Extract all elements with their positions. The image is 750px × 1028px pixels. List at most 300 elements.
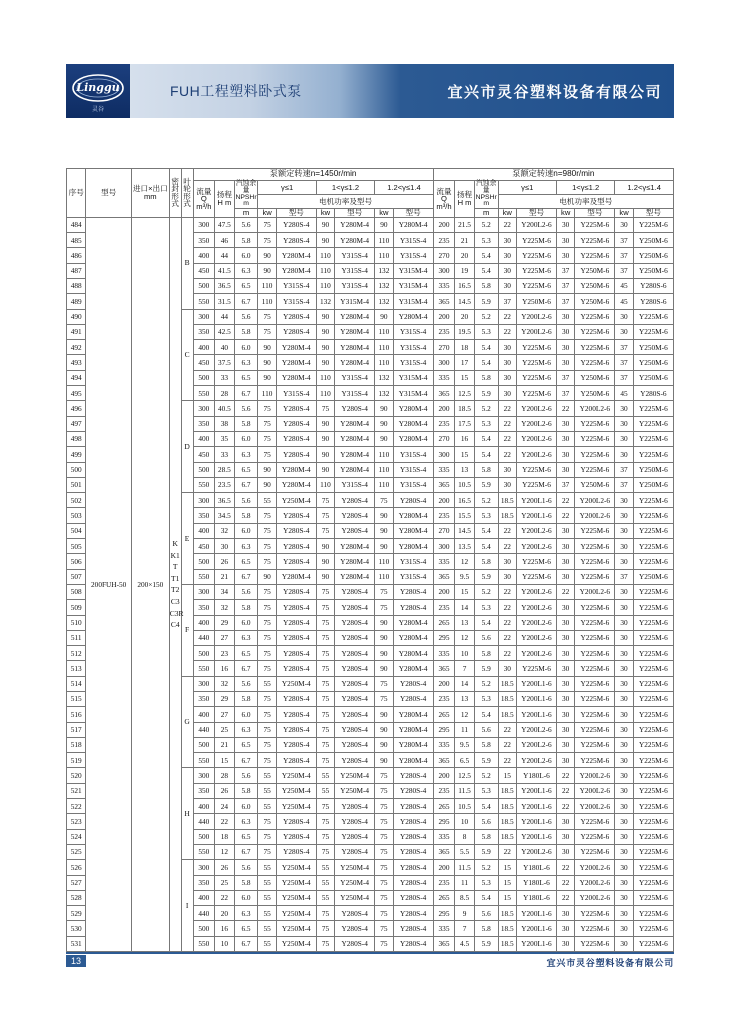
npsh-1450: 5.8 — [234, 508, 258, 523]
motor-g3-980: Y225M-6 — [633, 554, 673, 569]
head-980: 11.5 — [455, 860, 474, 875]
motor-g1-980: Y225M-6 — [516, 233, 556, 248]
kw-g3-1450: 90 — [375, 431, 393, 446]
kw-g1-1450: 55 — [258, 768, 276, 783]
kw-g3-1450: 110 — [375, 233, 393, 248]
motor-g3-1450: Y315M-4 — [393, 370, 433, 385]
company-name-footer: 宜兴市灵谷塑料设备有限公司 — [546, 958, 674, 968]
motor-g2-1450: Y315S-4 — [335, 370, 375, 385]
flow-1450: 300 — [193, 860, 215, 875]
kw-g3-980: 37 — [615, 477, 633, 492]
motor-g3-980: Y225M-6 — [633, 722, 673, 737]
flow-980: 335 — [433, 737, 455, 752]
motor-g1-980: Y200L2-6 — [516, 324, 556, 339]
row-seq: 498 — [67, 431, 86, 446]
motor-g3-980: Y225M-6 — [633, 661, 673, 676]
motor-g2-980: Y200L2-6 — [575, 768, 615, 783]
flow-980: 300 — [433, 539, 455, 554]
flow-980: 265 — [433, 707, 455, 722]
kw-g3-980: 30 — [615, 600, 633, 615]
kw-g3-980: 30 — [615, 615, 633, 630]
head-1450: 21 — [215, 569, 234, 584]
motor-g3-980: Y225M-6 — [633, 768, 673, 783]
kw-g3-980: 30 — [615, 783, 633, 798]
motor-g3-980: Y225M-6 — [633, 707, 673, 722]
motor-g1-1450: Y250M-4 — [276, 799, 316, 814]
motor-g3-980: Y225M-6 — [633, 906, 673, 921]
flow-1450: 500 — [193, 554, 215, 569]
kw-g3-980: 45 — [615, 386, 633, 401]
motor-g1-980: Y200L2-6 — [516, 600, 556, 615]
kw-g2-980: 30 — [556, 936, 574, 951]
kw-g2-980: 30 — [556, 844, 574, 859]
motor-g1-980: Y200L2-6 — [516, 523, 556, 538]
motor-g3-980: Y225M-6 — [633, 493, 673, 508]
kw-g3-1450: 90 — [375, 661, 393, 676]
impeller-cell: G — [181, 676, 193, 768]
motor-g3-1450: Y280S-4 — [393, 493, 433, 508]
kw-g1-1450: 75 — [258, 401, 276, 416]
npsh-980: 5.8 — [474, 278, 498, 293]
kw-g2-1450: 75 — [316, 829, 334, 844]
motor-g1-980: Y200L1-6 — [516, 906, 556, 921]
head-980: 7 — [455, 921, 474, 936]
kw-g1-1450: 55 — [258, 676, 276, 691]
motor-g1-1450: Y280S-4 — [276, 707, 316, 722]
head-980: 13 — [455, 615, 474, 630]
motor-g1-980: Y200L2-6 — [516, 309, 556, 324]
head-1450: 41.5 — [215, 263, 234, 278]
motor-g2-980: Y250M-6 — [575, 477, 615, 492]
head-980: 6.5 — [455, 753, 474, 768]
motor-g1-1450: Y250M-4 — [276, 875, 316, 890]
kw-g3-1450: 90 — [375, 753, 393, 768]
kw-g1-1450: 90 — [258, 569, 276, 584]
head-1450: 27 — [215, 707, 234, 722]
flow-980: 235 — [433, 416, 455, 431]
row-seq: 523 — [67, 814, 86, 829]
motor-g1-1450: Y280S-4 — [276, 431, 316, 446]
flow-980: 335 — [433, 921, 455, 936]
head-980: 18.5 — [455, 401, 474, 416]
head-1450: 25 — [215, 875, 234, 890]
head-1450: 29 — [215, 691, 234, 706]
head-1450: 32 — [215, 600, 234, 615]
header-type-1450: 型号 — [335, 209, 375, 218]
motor-g1-980: Y200L1-6 — [516, 829, 556, 844]
flow-980: 365 — [433, 294, 455, 309]
head-980: 11 — [455, 875, 474, 890]
kw-g3-1450: 75 — [375, 783, 393, 798]
motor-g3-1450: Y280S-4 — [393, 860, 433, 875]
header-g1-980: γ≤1 — [498, 181, 556, 195]
npsh-980: 5.8 — [474, 921, 498, 936]
page-number: 13 — [66, 955, 86, 967]
npsh-980: 5.9 — [474, 294, 498, 309]
motor-g3-1450: Y280M-4 — [393, 431, 433, 446]
kw-g1-1450: 75 — [258, 814, 276, 829]
head-1450: 16 — [215, 661, 234, 676]
kw-g1-1450: 75 — [258, 431, 276, 446]
motor-g3-1450: Y280M-4 — [393, 630, 433, 645]
kw-g1-980: 18.5 — [498, 676, 516, 691]
flow-980: 295 — [433, 630, 455, 645]
npsh-1450: 6.0 — [234, 707, 258, 722]
head-980: 15 — [455, 584, 474, 599]
kw-g3-980: 37 — [615, 462, 633, 477]
kw-g2-980: 30 — [556, 906, 574, 921]
npsh-980: 5.4 — [474, 707, 498, 722]
kw-g3-1450: 110 — [375, 569, 393, 584]
motor-g3-980: Y280S-6 — [633, 278, 673, 293]
kw-g3-1450: 110 — [375, 355, 393, 370]
kw-g3-980: 30 — [615, 722, 633, 737]
motor-g2-980: Y225M-6 — [575, 844, 615, 859]
npsh-980: 5.2 — [474, 217, 498, 232]
motor-g1-980: Y225M-6 — [516, 661, 556, 676]
motor-g3-980: Y225M-6 — [633, 630, 673, 645]
npsh-1450: 5.6 — [234, 401, 258, 416]
kw-g2-1450: 90 — [316, 431, 334, 446]
flow-1450: 400 — [193, 615, 215, 630]
header-seq: 序号 — [67, 169, 86, 218]
flow-980: 295 — [433, 722, 455, 737]
flow-980: 200 — [433, 768, 455, 783]
motor-g3-1450: Y280S-4 — [393, 768, 433, 783]
flow-1450: 500 — [193, 646, 215, 661]
head-980: 16.5 — [455, 493, 474, 508]
kw-g1-980: 30 — [498, 278, 516, 293]
row-seq: 497 — [67, 416, 86, 431]
kw-g2-1450: 75 — [316, 493, 334, 508]
motor-g1-1450: Y280S-4 — [276, 523, 316, 538]
npsh-1450: 6.5 — [234, 829, 258, 844]
kw-g1-980: 22 — [498, 523, 516, 538]
npsh-980: 5.6 — [474, 722, 498, 737]
kw-g2-1450: 75 — [316, 584, 334, 599]
flow-980: 235 — [433, 783, 455, 798]
head-1450: 46 — [215, 233, 234, 248]
kw-g1-1450: 75 — [258, 844, 276, 859]
motor-g3-1450: Y315S-4 — [393, 462, 433, 477]
motor-g3-980: Y225M-6 — [633, 799, 673, 814]
header-head-1450: 扬程H m — [215, 181, 234, 218]
npsh-1450: 6.0 — [234, 890, 258, 905]
kw-g1-1450: 75 — [258, 691, 276, 706]
kw-g1-980: 18.5 — [498, 508, 516, 523]
motor-g2-980: Y225M-6 — [575, 600, 615, 615]
npsh-1450: 5.8 — [234, 691, 258, 706]
npsh-1450: 5.6 — [234, 860, 258, 875]
npsh-980: 5.4 — [474, 799, 498, 814]
motor-g3-980: Y280S-6 — [633, 386, 673, 401]
head-980: 9.5 — [455, 569, 474, 584]
motor-g3-1450: Y280S-4 — [393, 890, 433, 905]
kw-g3-980: 30 — [615, 523, 633, 538]
kw-g2-980: 30 — [556, 340, 574, 355]
motor-g1-980: Y225M-6 — [516, 355, 556, 370]
motor-g1-1450: Y280S-4 — [276, 447, 316, 462]
motor-g1-980: Y200L2-6 — [516, 584, 556, 599]
motor-g3-1450: Y280M-4 — [393, 217, 433, 232]
kw-g3-1450: 90 — [375, 523, 393, 538]
kw-g1-980: 15 — [498, 860, 516, 875]
head-1450: 10 — [215, 936, 234, 951]
flow-980: 365 — [433, 844, 455, 859]
head-980: 14.5 — [455, 294, 474, 309]
head-980: 4.5 — [455, 936, 474, 951]
kw-g3-980: 30 — [615, 324, 633, 339]
kw-g2-980: 30 — [556, 248, 574, 263]
kw-g3-1450: 90 — [375, 615, 393, 630]
motor-g3-980: Y225M-6 — [633, 447, 673, 462]
npsh-1450: 6.7 — [234, 569, 258, 584]
kw-g1-980: 22 — [498, 600, 516, 615]
motor-g2-1450: Y250M-4 — [335, 768, 375, 783]
motor-g1-980: Y225M-6 — [516, 477, 556, 492]
header-motor-1450: 电机功率及型号 — [258, 195, 433, 209]
motor-g1-1450: Y280S-4 — [276, 844, 316, 859]
flow-1450: 500 — [193, 829, 215, 844]
kw-g1-980: 22 — [498, 217, 516, 232]
row-seq: 517 — [67, 722, 86, 737]
motor-g2-980: Y200L2-6 — [575, 875, 615, 890]
flow-1450: 440 — [193, 906, 215, 921]
motor-g2-980: Y225M-6 — [575, 829, 615, 844]
kw-g3-1450: 75 — [375, 584, 393, 599]
npsh-1450: 6.3 — [234, 906, 258, 921]
head-980: 18 — [455, 340, 474, 355]
motor-g1-1450: Y280S-4 — [276, 401, 316, 416]
row-seq: 516 — [67, 707, 86, 722]
kw-g3-980: 30 — [615, 799, 633, 814]
motor-g2-980: Y225M-6 — [575, 539, 615, 554]
motor-g1-980: Y200L1-6 — [516, 921, 556, 936]
motor-g2-980: Y225M-6 — [575, 447, 615, 462]
flow-1450: 300 — [193, 217, 215, 232]
motor-g2-1450: Y280S-4 — [335, 799, 375, 814]
motor-g2-980: Y225M-6 — [575, 340, 615, 355]
header-g3-980: 1.2<γ≤1.4 — [615, 181, 674, 195]
row-seq: 491 — [67, 324, 86, 339]
motor-g2-980: Y200L2-6 — [575, 783, 615, 798]
motor-g3-1450: Y280S-4 — [393, 844, 433, 859]
motor-g3-1450: Y280M-4 — [393, 523, 433, 538]
motor-g3-1450: Y280M-4 — [393, 661, 433, 676]
npsh-980: 5.9 — [474, 386, 498, 401]
kw-g3-980: 30 — [615, 584, 633, 599]
flow-980: 295 — [433, 814, 455, 829]
head-1450: 23 — [215, 646, 234, 661]
kw-g2-1450: 90 — [316, 416, 334, 431]
kw-g1-1450: 110 — [258, 386, 276, 401]
flow-1450: 400 — [193, 707, 215, 722]
npsh-1450: 6.0 — [234, 799, 258, 814]
kw-g2-980: 30 — [556, 233, 574, 248]
kw-g3-980: 37 — [615, 569, 633, 584]
flow-980: 295 — [433, 906, 455, 921]
motor-g2-1450: Y280S-4 — [335, 737, 375, 752]
motor-g1-980: Y225M-6 — [516, 370, 556, 385]
npsh-1450: 5.8 — [234, 600, 258, 615]
flow-980: 235 — [433, 691, 455, 706]
head-980: 9.5 — [455, 737, 474, 752]
kw-g2-980: 22 — [556, 799, 574, 814]
kw-g2-980: 30 — [556, 523, 574, 538]
kw-g3-1450: 110 — [375, 554, 393, 569]
motor-g2-980: Y225M-6 — [575, 233, 615, 248]
kw-g2-1450: 90 — [316, 569, 334, 584]
head-1450: 18 — [215, 829, 234, 844]
npsh-980: 5.3 — [474, 600, 498, 615]
flow-980: 365 — [433, 569, 455, 584]
row-seq: 512 — [67, 646, 86, 661]
flow-1450: 350 — [193, 691, 215, 706]
npsh-1450: 6.3 — [234, 355, 258, 370]
kw-g3-980: 30 — [615, 737, 633, 752]
npsh-980: 5.4 — [474, 615, 498, 630]
motor-g1-1450: Y280S-4 — [276, 539, 316, 554]
kw-g2-1450: 75 — [316, 799, 334, 814]
kw-g1-1450: 90 — [258, 462, 276, 477]
motor-g2-1450: Y280S-4 — [335, 630, 375, 645]
kw-g3-980: 37 — [615, 233, 633, 248]
motor-g2-1450: Y280S-4 — [335, 661, 375, 676]
npsh-980: 5.4 — [474, 340, 498, 355]
kw-g3-980: 30 — [615, 691, 633, 706]
kw-g1-980: 30 — [498, 569, 516, 584]
kw-g2-1450: 90 — [316, 355, 334, 370]
kw-g3-1450: 75 — [375, 890, 393, 905]
motor-g3-980: Y225M-6 — [633, 783, 673, 798]
flow-1450: 500 — [193, 278, 215, 293]
motor-g3-1450: Y280S-4 — [393, 676, 433, 691]
motor-g2-980: Y250M-6 — [575, 370, 615, 385]
head-1450: 38 — [215, 416, 234, 431]
kw-g1-1450: 90 — [258, 370, 276, 385]
motor-g2-1450: Y280S-4 — [335, 615, 375, 630]
npsh-980: 5.9 — [474, 477, 498, 492]
header-g2-1450: 1<γ≤1.2 — [316, 181, 374, 195]
kw-g1-1450: 75 — [258, 554, 276, 569]
motor-g1-980: Y200L2-6 — [516, 737, 556, 752]
kw-g3-980: 30 — [615, 844, 633, 859]
kw-g3-1450: 132 — [375, 370, 393, 385]
motor-g3-980: Y225M-6 — [633, 401, 673, 416]
kw-g1-1450: 55 — [258, 936, 276, 951]
npsh-1450: 6.7 — [234, 294, 258, 309]
flow-980: 235 — [433, 233, 455, 248]
npsh-980: 5.4 — [474, 248, 498, 263]
header-flow-1450: 流量Q m³/h — [193, 181, 215, 218]
motor-g2-980: Y200L2-6 — [575, 860, 615, 875]
impeller-cell: B — [181, 217, 193, 309]
motor-g2-1450: Y280M-4 — [335, 554, 375, 569]
flow-980: 335 — [433, 554, 455, 569]
kw-g2-1450: 75 — [316, 722, 334, 737]
npsh-1450: 5.6 — [234, 584, 258, 599]
motor-g3-980: Y250M-6 — [633, 340, 673, 355]
flow-980: 300 — [433, 263, 455, 278]
motor-g1-980: Y200L1-6 — [516, 936, 556, 951]
motor-g2-980: Y225M-6 — [575, 722, 615, 737]
motor-g2-980: Y250M-6 — [575, 263, 615, 278]
kw-g2-980: 30 — [556, 615, 574, 630]
head-980: 14.5 — [455, 523, 474, 538]
motor-g2-1450: Y280M-4 — [335, 355, 375, 370]
kw-g3-980: 30 — [615, 554, 633, 569]
kw-g3-980: 30 — [615, 646, 633, 661]
seal-type: K1 — [170, 550, 180, 560]
flow-980: 200 — [433, 860, 455, 875]
kw-g3-980: 30 — [615, 860, 633, 875]
kw-g1-1450: 55 — [258, 906, 276, 921]
kw-g1-980: 22 — [498, 324, 516, 339]
kw-g2-980: 30 — [556, 646, 574, 661]
kw-g2-980: 37 — [556, 370, 574, 385]
kw-g3-1450: 132 — [375, 294, 393, 309]
kw-g1-980: 22 — [498, 844, 516, 859]
head-1450: 34 — [215, 584, 234, 599]
motor-g1-1450: Y250M-4 — [276, 493, 316, 508]
motor-g3-980: Y225M-6 — [633, 737, 673, 752]
motor-g1-1450: Y280S-4 — [276, 814, 316, 829]
motor-g3-1450: Y280S-4 — [393, 584, 433, 599]
kw-g3-1450: 132 — [375, 386, 393, 401]
kw-g1-980: 30 — [498, 248, 516, 263]
motor-g3-1450: Y280M-4 — [393, 416, 433, 431]
motor-g3-1450: Y315S-4 — [393, 477, 433, 492]
flow-1450: 350 — [193, 600, 215, 615]
head-980: 21 — [455, 233, 474, 248]
motor-g1-1450: Y280M-4 — [276, 370, 316, 385]
motor-g3-980: Y250M-6 — [633, 355, 673, 370]
row-seq: 490 — [67, 309, 86, 324]
motor-g2-1450: Y280M-4 — [335, 539, 375, 554]
head-1450: 24 — [215, 799, 234, 814]
kw-g2-980: 37 — [556, 278, 574, 293]
npsh-980: 5.6 — [474, 906, 498, 921]
kw-g2-980: 30 — [556, 447, 574, 462]
motor-g2-1450: Y315M-4 — [335, 294, 375, 309]
motor-g3-1450: Y315S-4 — [393, 233, 433, 248]
kw-g1-980: 22 — [498, 416, 516, 431]
motor-g1-980: Y200L2-6 — [516, 844, 556, 859]
kw-g1-1450: 75 — [258, 615, 276, 630]
flow-1450: 400 — [193, 248, 215, 263]
npsh-1450: 6.3 — [234, 722, 258, 737]
kw-g3-980: 30 — [615, 906, 633, 921]
kw-g1-980: 22 — [498, 615, 516, 630]
head-1450: 36.5 — [215, 493, 234, 508]
kw-g3-1450: 90 — [375, 217, 393, 232]
motor-g3-1450: Y280M-4 — [393, 753, 433, 768]
kw-g1-1450: 75 — [258, 539, 276, 554]
kw-g2-980: 30 — [556, 676, 574, 691]
head-1450: 22 — [215, 814, 234, 829]
npsh-1450: 6.5 — [234, 646, 258, 661]
motor-g1-1450: Y280M-4 — [276, 340, 316, 355]
head-980: 15 — [455, 447, 474, 462]
motor-g3-980: Y250M-6 — [633, 569, 673, 584]
motor-g2-1450: Y315S-4 — [335, 477, 375, 492]
motor-g2-1450: Y280S-4 — [335, 508, 375, 523]
kw-g2-980: 22 — [556, 584, 574, 599]
head-1450: 36.5 — [215, 278, 234, 293]
kw-g2-980: 22 — [556, 508, 574, 523]
kw-g2-980: 30 — [556, 829, 574, 844]
flow-1450: 550 — [193, 936, 215, 951]
